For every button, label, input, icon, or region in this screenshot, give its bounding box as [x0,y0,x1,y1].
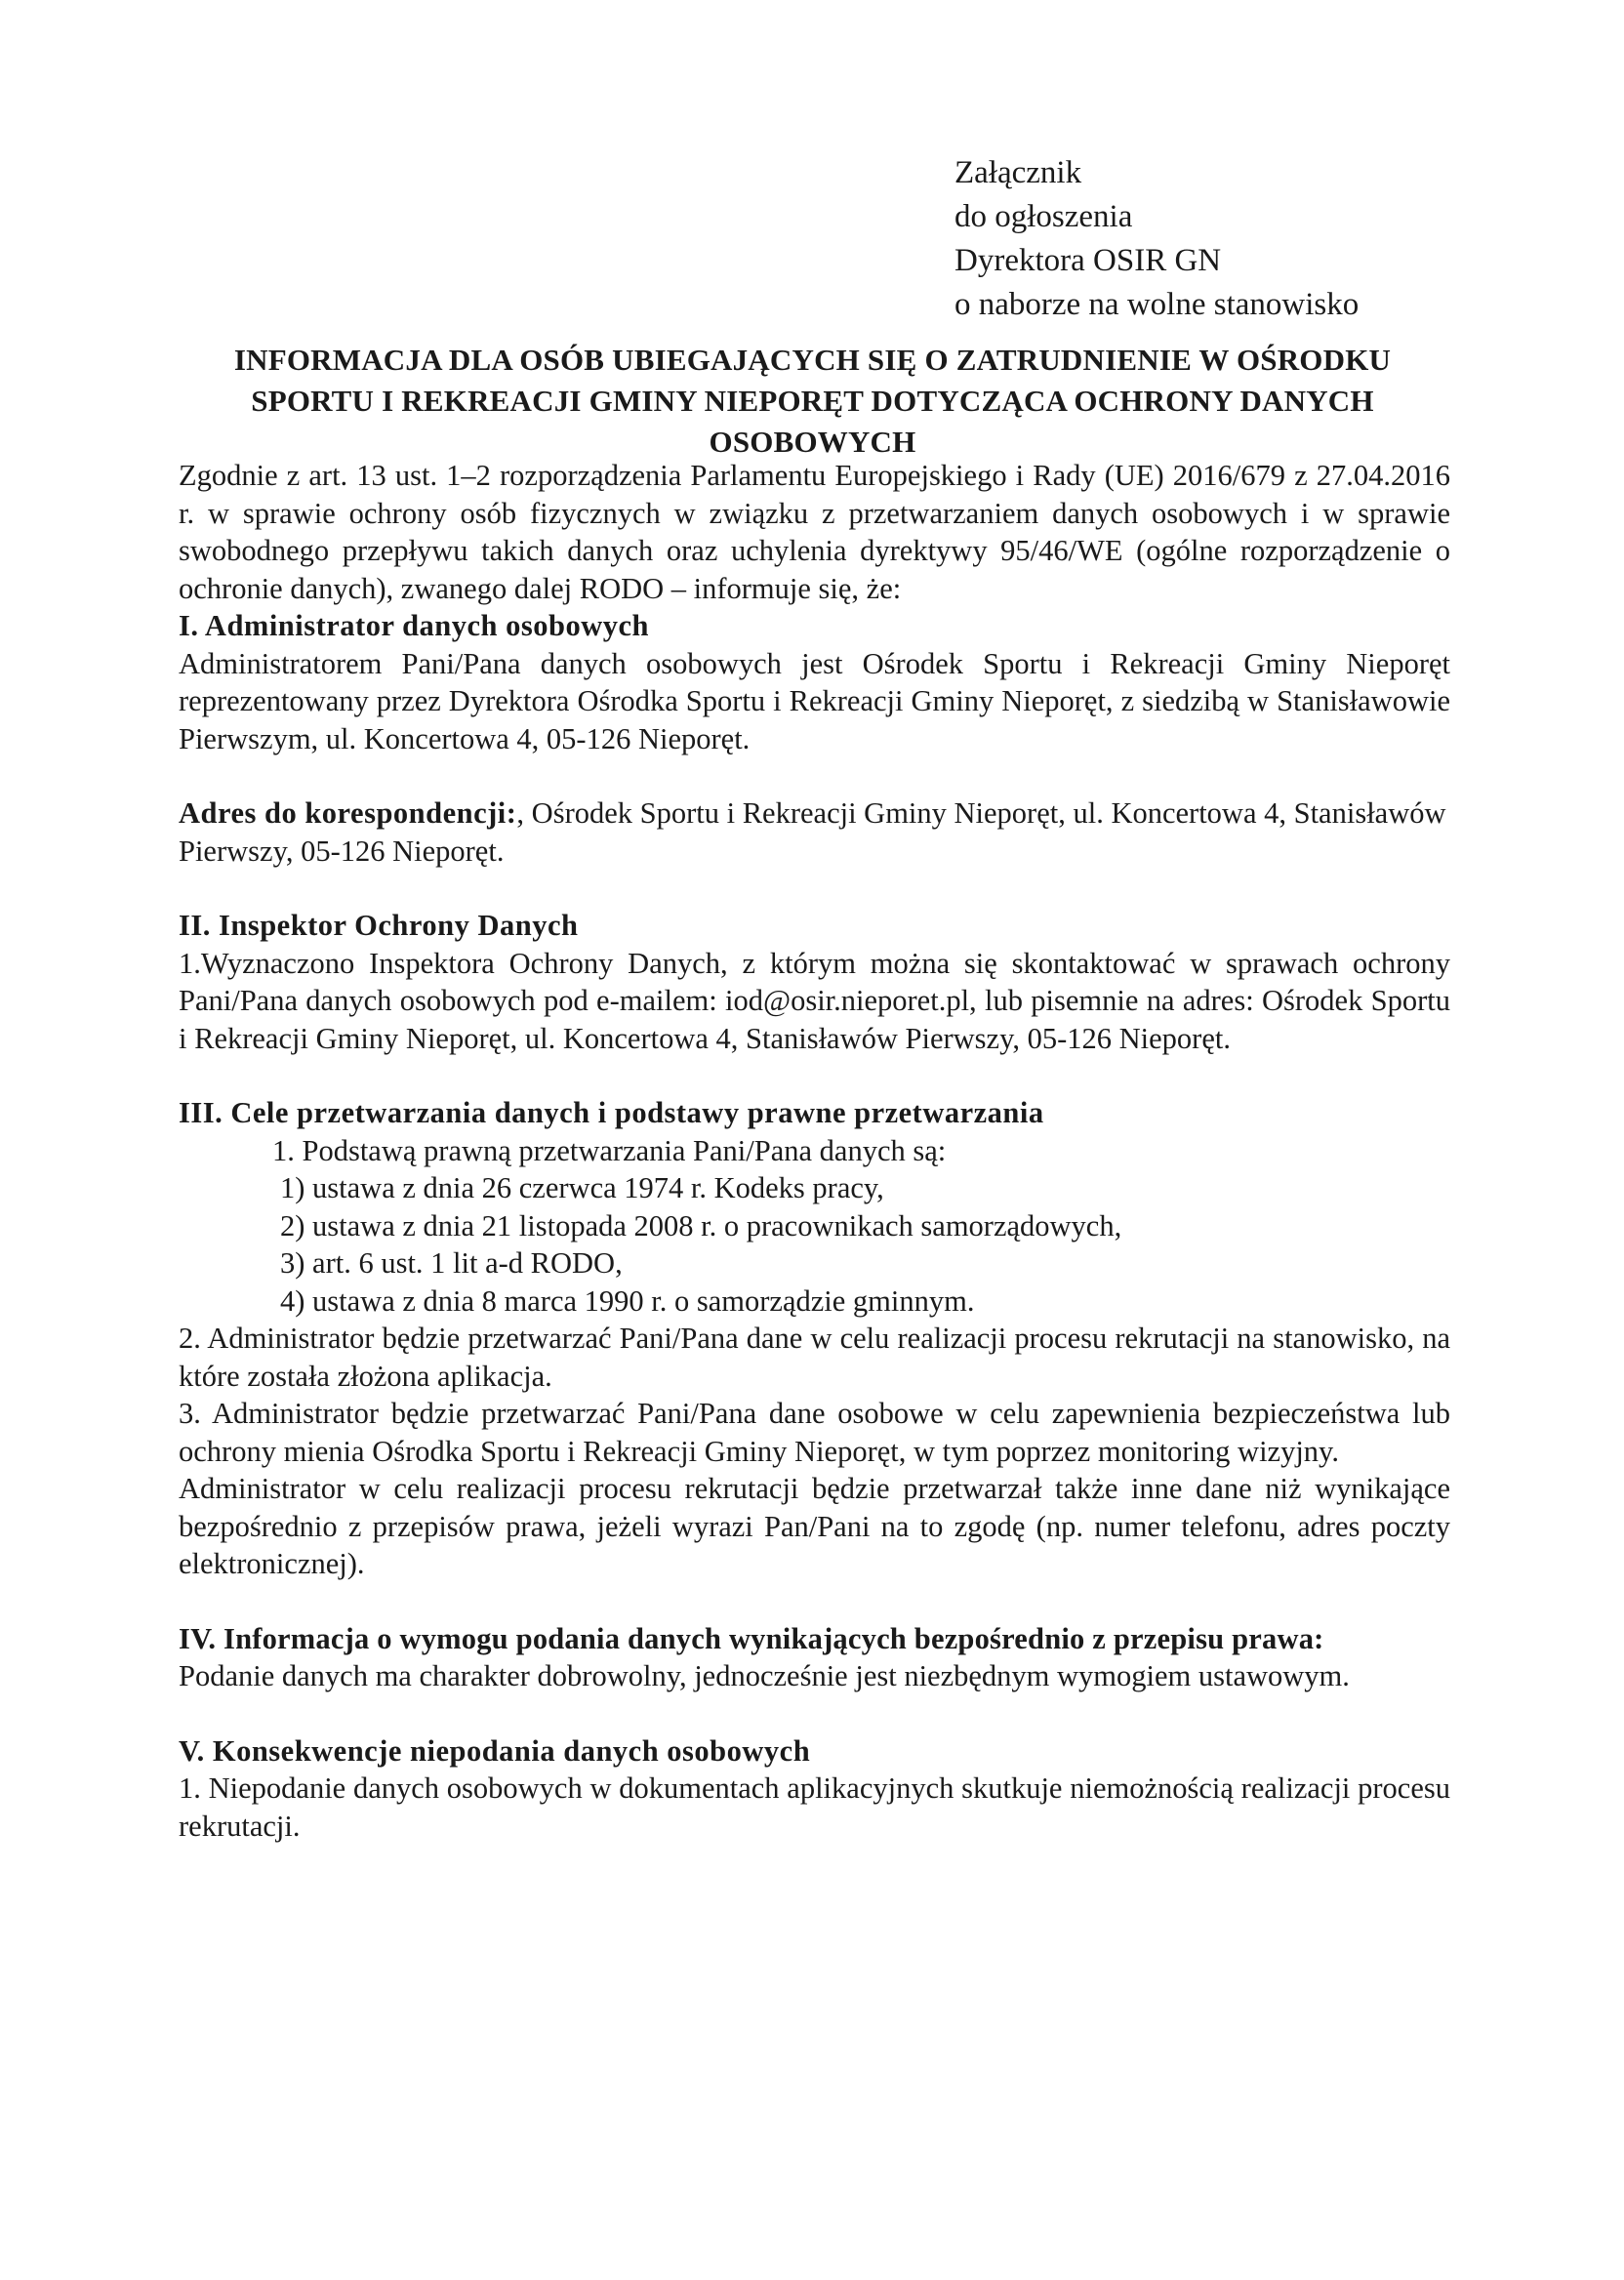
section-3-sub-2: 2) ustawa z dnia 21 listopada 2008 r. o pracownikach samorządowych, [280,1208,1122,1242]
title-line-2: SPORTU I REKREACJI GMINY NIEPORĘT DOTYCZĄCA OCHRONY DANYCH [251,384,1374,418]
title-line-3: OSOBOWYCH [709,425,916,459]
address-text: , Ośrodek Sportu i Rekreacji Gminy Nieporęt, ul. Koncertowa 4, Stanisławów Pierwszy, 05-126 Nieporęt. [179,796,1446,868]
section-2-text: 1.Wyznaczono Inspektora Ochrony Danych, z którym można się skontaktować w sprawach ochrony Pani/Pana danych osobowych pod e-mailem: iod@osir.nieporet.pl, lub pisemnie na adres: Ośrodek Sportu i Rekreacji Gminy Nieporęt, ul. Koncertowa 4, Stanisławów Pierwszy, 05-126 Nieporęt. [179,946,1450,1055]
section-3-item-1: 1. Podstawą prawną przetwarzania Pani/Pana danych są: [272,1133,947,1167]
section-3-sub-3: 3) art. 6 ust. 1 lit a-d RODO, [280,1246,623,1280]
document-body [179,457,1450,1845]
section-1-address [179,794,1450,870]
intro-paragraph: Zgodnie z art. 13 ust. 1–2 rozporządzenia Parlamentu Europejskiego i Rady (UE) 2016/679 z 27.04.2016 r. w sprawie ochrony osób fizycznych w związku z przetwarzaniem danych osobowych i w sprawie swobodnego przepływu takich danych oraz uchylenia dyrektywy 95/46/WE (ogólne rozporządzenie o ochronie danych), zwanego dalej RODO – informuje się, że: [179,459,1450,605]
section-3-sub-4: 4) ustawa z dnia 8 marca 1990 r. o samorządzie gminnym. [280,1283,975,1318]
section-1-text: Administratorem Pani/Pana danych osobowych jest Ośrodek Sportu i Rekreacji Gminy Nieporęt reprezentowany przez Dyrektora Ośrodka Sportu i Rekreacji Gminy Nieporęt, z siedzibą w Stanisławowie Pierwszym, ul. Koncertowa 4, 05-126 Nieporęt. [179,646,1450,755]
section-4-text: Podanie danych ma charakter dobrowolny, jednocześnie jest niezbędnym wymogiem ustawowym. [179,1659,1350,1692]
attachment-line-3: Dyrektora OSIR GN [954,243,1222,278]
section-1-heading: I. Administrator danych osobowych [179,609,649,642]
section-3-item-2: 2. Administrator będzie przetwarzać Pani/Pana dane w celu realizacji procesu rekrutacji na stanowisko, na które została złożona aplikacja. [179,1322,1450,1393]
section-3-item-4: Administrator w celu realizacji procesu rekrutacji będzie przetwarzał także inne dane niż wynikające bezpośrednio z przepisów prawa, jeżeli wyrazi Pan/Pani na to zgodę (np. numer telefonu, adres poczty elektronicznej). [179,1472,1450,1580]
attachment-line-1: Załącznik [954,155,1082,190]
document-title [171,340,1454,463]
spacer [179,757,1450,794]
attachment-note [954,151,1359,327]
spacer [179,1695,1450,1732]
spacer [179,1057,1450,1094]
section-3-heading: III. Cele przetwarzania danych i podstawy prawne przetwarzania [179,1096,1044,1129]
section-2-heading: II. Inspektor Ochrony Danych [179,909,579,942]
section-3-sub-1: 1) ustawa z dnia 26 czerwca 1974 r. Kodeks pracy, [280,1171,884,1204]
section-4-heading: IV. Informacja o wymogu podania danych wynikających bezpośrednio z przepisu prawa: [179,1621,1324,1655]
title-line-1: INFORMACJA DLA OSÓB UBIEGAJĄCYCH SIĘ O ZATRUDNIENIE W OŚRODKU [233,343,1392,377]
attachment-line-4: o naborze na wolne stanowisko [954,287,1360,322]
spacer [179,1583,1450,1620]
section-3-item-3: 3. Administrator będzie przetwarzać Pani/Pana dane osobowe w celu zapewnienia bezpieczeństwa lub ochrony mienia Ośrodka Sportu i Rekreacji Gminy Nieporęt, w tym poprzez monitoring wizyjny. [179,1397,1450,1468]
section-5-heading: V. Konsekwencje niepodania danych osobowych [179,1733,811,1768]
address-label: Adres do korespondencji: [179,796,517,830]
spacer [179,870,1450,907]
section-5-text: 1. Niepodanie danych osobowych w dokumentach aplikacyjnych skutkuje niemożnością realizacji procesu rekrutacji. [179,1771,1450,1843]
attachment-line-2: do ogłoszenia [954,199,1133,234]
